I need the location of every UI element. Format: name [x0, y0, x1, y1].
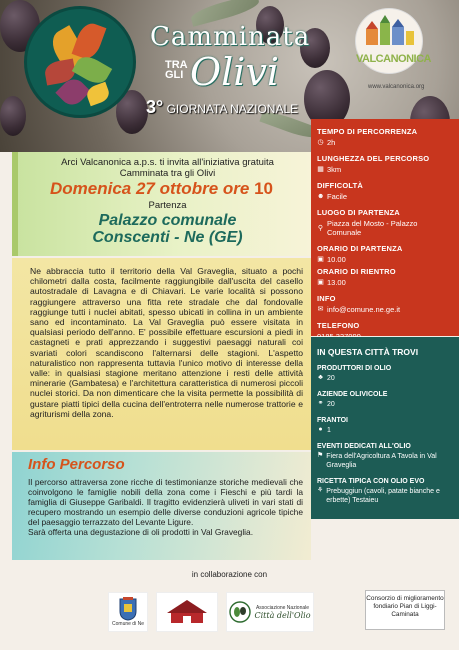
- info-value: Facile: [327, 192, 348, 201]
- city-label: EVENTI DEDICATI ALL'OLIO: [317, 443, 411, 450]
- info-value: 13.00: [327, 278, 346, 287]
- sponsor-logos: [108, 590, 353, 634]
- pin-icon: ⚲: [317, 224, 324, 232]
- title-camminata: Camminata: [150, 22, 311, 52]
- event-logo: [24, 6, 136, 118]
- edition-text: GIORNATA NAZIONALE: [166, 102, 299, 116]
- place-line-2: Conscenti - Ne (GE): [92, 229, 243, 246]
- calendar-icon: ▣: [317, 279, 324, 286]
- info-percorso-text-2: Sarà offerta una degustazione di oli prodotti in Val Graveglia.: [28, 527, 254, 537]
- title-tra: TRA: [165, 59, 188, 71]
- city-label: PRODUTTORI DI OLIO: [317, 365, 392, 372]
- city-item-aziende: [317, 391, 453, 409]
- info-panel: [311, 119, 459, 336]
- event-date: [50, 179, 273, 199]
- flag-icon: ⚑: [317, 452, 324, 459]
- info-label: LUNGHEZZA DEL PERCORSO: [317, 154, 430, 163]
- city-label: RICETTA TIPICA CON OLIO EVO: [317, 478, 425, 485]
- dot-icon: ●: [318, 426, 323, 433]
- info-item-orario-partenza: [317, 244, 453, 264]
- consorzio-box: Consorzio di miglioramento fondiario Pian di Liggi-Caminata: [365, 590, 445, 630]
- edition-number: 3°: [146, 97, 164, 117]
- comune-label: Comune di Ne: [112, 621, 144, 627]
- title-gli: GLI: [165, 69, 184, 81]
- info-percorso-title: Info Percorso: [28, 456, 125, 473]
- handshake-icon: ⚭: [317, 400, 324, 407]
- info-label: TELEFONO: [317, 321, 360, 330]
- coat-of-arms-icon: [119, 597, 137, 621]
- info-label: ORARIO DI RIENTRO: [317, 267, 396, 276]
- info-label: INFO: [317, 294, 336, 303]
- spoon-icon: ⚘: [317, 487, 324, 494]
- description-box: [12, 258, 311, 450]
- valcanonica-logo: [355, 8, 431, 74]
- place-line-1: Palazzo comunale: [98, 212, 237, 229]
- partenza-label: Partenza: [148, 200, 187, 211]
- invite-line-1: Arci Valcanonica a.p.s. ti invita all'iniziativa gratuita: [61, 157, 274, 168]
- invite-box: [12, 152, 311, 256]
- info-item-info: [317, 294, 453, 314]
- olive-decoration: [0, 96, 26, 136]
- olive-branch-icon: [229, 601, 251, 623]
- city-value: 20: [327, 375, 335, 382]
- clock-icon: ◷: [317, 139, 324, 146]
- citta-olio-label: Città dell'Olio: [254, 610, 311, 620]
- citta-olio-sub: Associazione Nazionale: [255, 604, 310, 611]
- house-logo-icon: [159, 597, 215, 627]
- city-value: Prebuggiun (cavoli, patate bianche e erbette) Testaieu: [326, 488, 440, 504]
- info-label: DIFFICOLTÀ: [317, 181, 364, 190]
- info-label: LUOGO DI PARTENZA: [317, 208, 400, 217]
- info-value: 2h: [327, 138, 336, 147]
- website-url[interactable]: www.valcanonica.org: [368, 84, 425, 90]
- city-label: FRANTOI: [317, 417, 348, 424]
- town-logo-text: VALCANONICA: [356, 53, 431, 65]
- invite-line-2: Camminata tra gli Olivi: [119, 168, 216, 179]
- citta-olio-logo: [226, 592, 314, 632]
- info-item-difficolta: [317, 181, 453, 201]
- map-icon: ▦: [317, 166, 324, 173]
- walker-icon: ☻: [317, 193, 325, 200]
- partner-logo-red: [156, 592, 218, 632]
- info-percorso-text: Il percorso attraversa zone ricche di testimonianze storiche medievali che coinvolgono le famiglie nobili della zona come i Fieschi e più tardi la famiglia di Giuseppe Garibaldi. Il tragitto evidenzierà uliveti in vari stati di recupero mostrando un esempio delle diverse conduzioni agricole tipiche del paesaggio terrazzato del Levante Ligure.: [28, 477, 303, 527]
- info-item-luogo: [317, 208, 453, 237]
- city-label: AZIENDE OLIVICOLE: [317, 391, 388, 398]
- city-item-frantoi: [317, 417, 453, 435]
- city-value: 1: [327, 427, 331, 434]
- info-item-orario-rientro: [317, 267, 453, 287]
- mail-icon: ✉: [317, 306, 324, 313]
- info-percorso-box: [12, 452, 311, 560]
- info-value: 10.00: [327, 255, 346, 264]
- city-item-eventi: [317, 443, 453, 470]
- city-panel: [311, 337, 459, 519]
- edition-label: [146, 97, 298, 118]
- calendar-icon: ▣: [317, 256, 324, 263]
- collab-heading: in collaborazione con: [191, 570, 268, 579]
- info-item-tempo: [317, 127, 453, 147]
- event-hour: 10: [254, 179, 273, 198]
- info-label: TEMPO DI PERCORRENZA: [317, 127, 418, 136]
- title-olivi: Olivi: [190, 50, 280, 94]
- info-label: ORARIO DI PARTENZA: [317, 244, 403, 253]
- city-value: Fiera dell'Agricoltura A Tavola in Val Graveglia: [326, 453, 437, 469]
- city-item-produttori: [317, 365, 453, 383]
- description-text: Ne abbraccia tutto il territorio della Val Graveglia, situato a pochi chilometri dalla costa, facilmente raggiungibile dall'uscita del casello autostradale di Lavagna e di Chiavari. Le varie località si possono raggiungere attraverso una fitta rete stradale che dal fondovalle raggiunge tutti i nuclei abitati, spesso ubicati in collina in un ambiente sano ed incontaminato. La Val Graveglia può essere visitata in qualsiasi periodo dell'anno. E' possibile effettuare escursioni a piedi in castagneti e prati apprezzando i suggestivi paesaggi naturali coi svariati colori scandiscono l'alternarsi delle stagioni. L'aspetto naturalistico non rappresenta tuttavia l'unico motivo di interesse della valle: in qualsiasi stagione meritano attenzione i resti delle attività minerarie (Gambatesa) e l'architettura caratteristica di numerosi piccoli nuclei storici. Da non dimenticare che la visita permette la possibilità di gustare piatti tipici della cucina dell'entroterra nelle numerose trattorie e agriturismi della zona.: [30, 266, 303, 419]
- info-item-lunghezza: [317, 154, 453, 174]
- city-panel-heading: IN QUESTA CITTÀ TROVI: [317, 347, 419, 357]
- city-item-ricetta: [317, 478, 453, 505]
- city-value: 20: [327, 401, 335, 408]
- info-value: Piazza del Mosto - Palazzo Comunale: [326, 219, 418, 237]
- people-icon: ♣: [318, 374, 323, 381]
- comune-ne-logo: [108, 592, 148, 632]
- info-email[interactable]: info@comune.ne.ge.it: [327, 305, 401, 314]
- title-tra-gli: [165, 60, 188, 80]
- houses-icon: [356, 9, 424, 53]
- event-date-text: Domenica 27 ottobre ore: [50, 179, 250, 198]
- info-value: 3km: [327, 165, 342, 174]
